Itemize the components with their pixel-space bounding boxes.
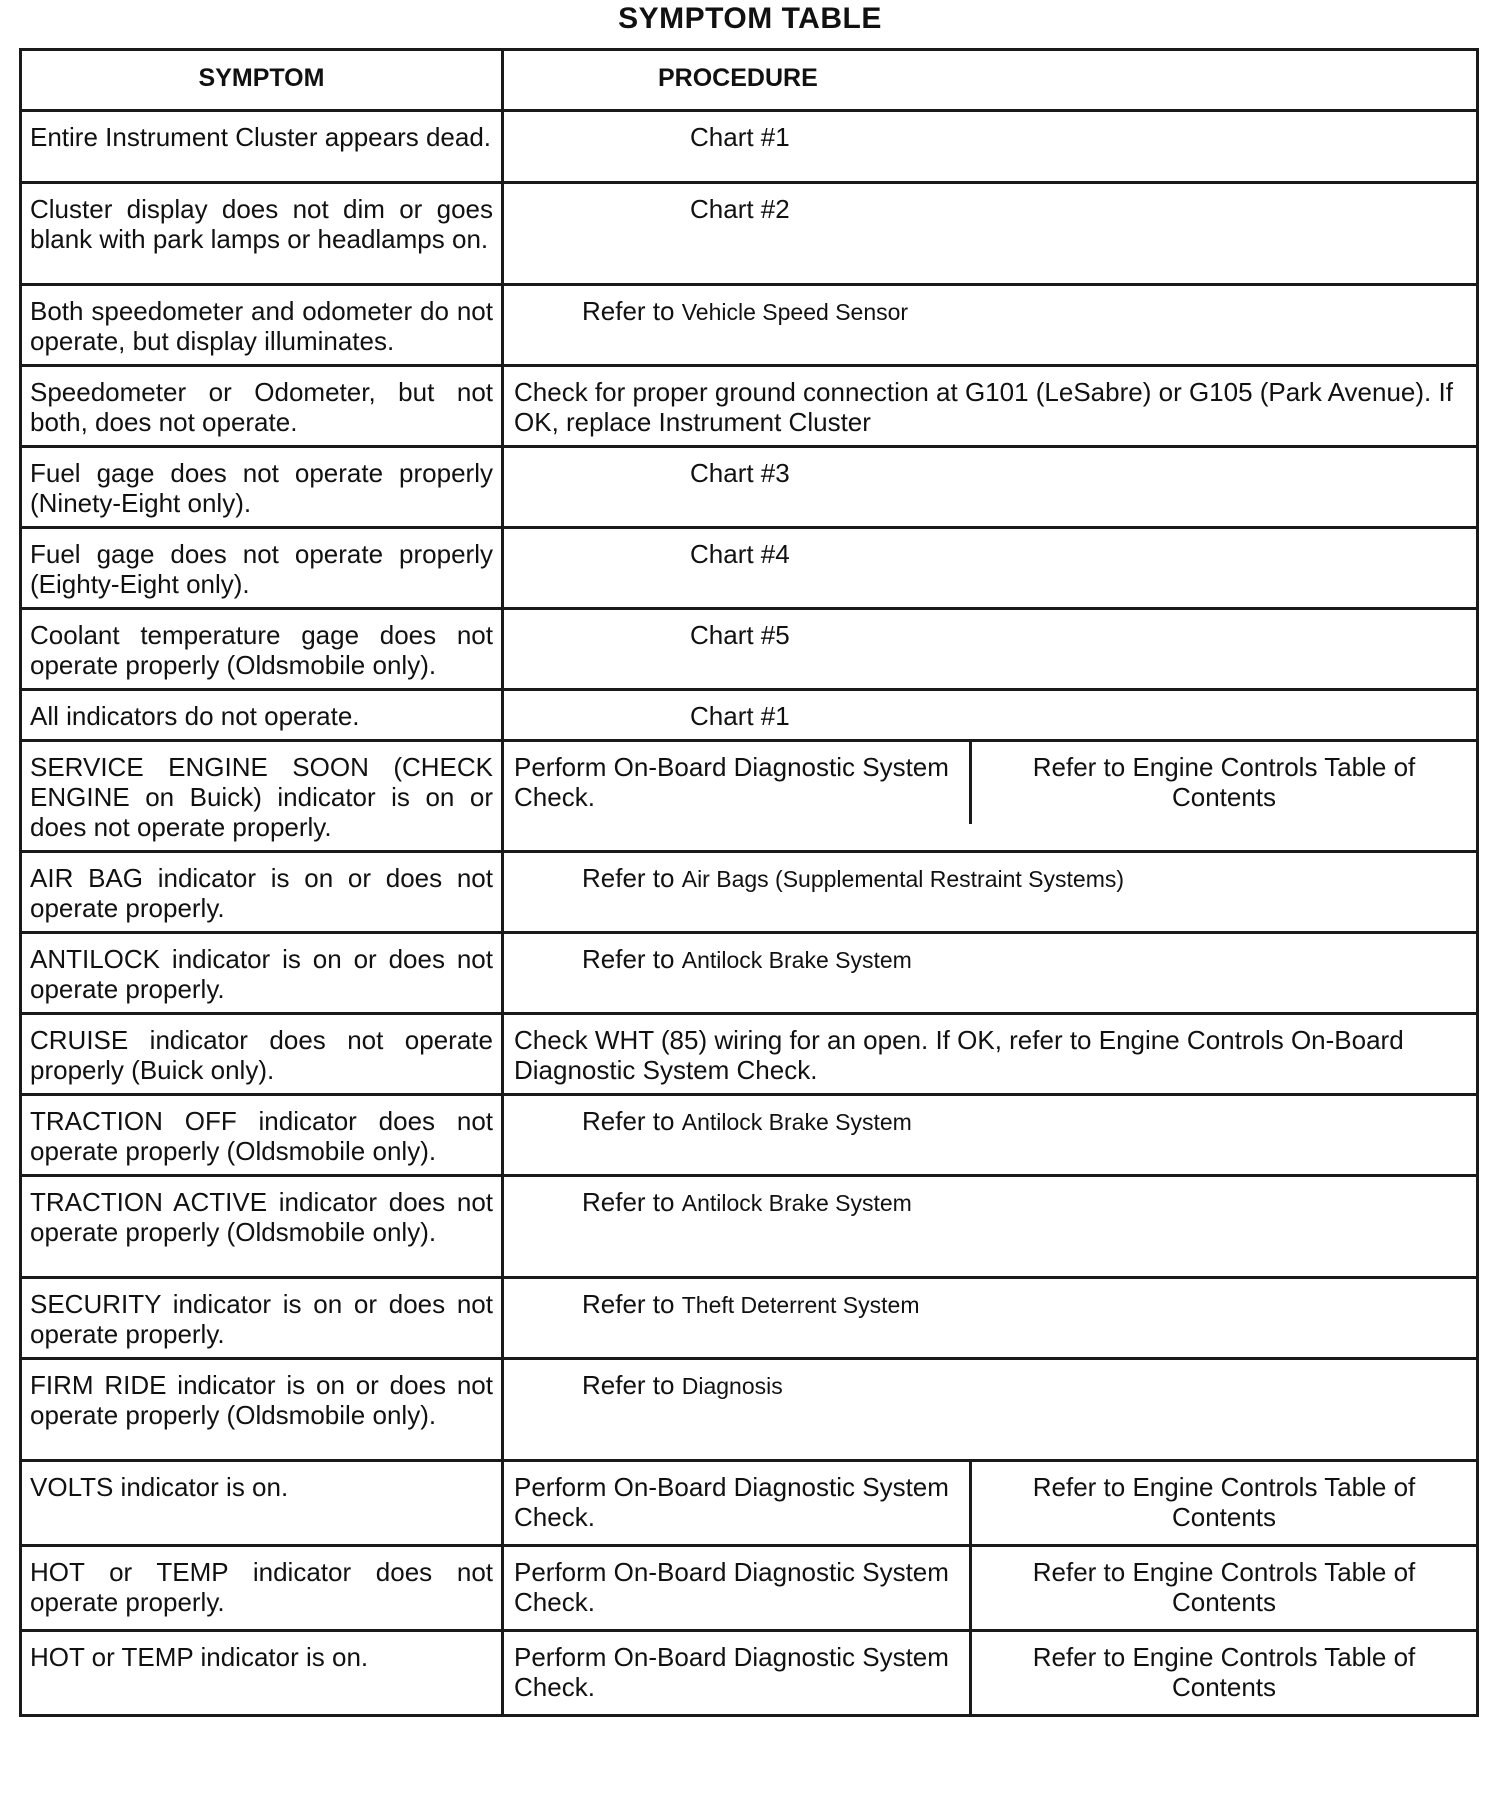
table-row: [21, 111, 1478, 183]
table-row: [21, 1631, 1478, 1716]
procedure-cell: Chart #4: [503, 528, 1478, 609]
procedure-right: Refer to Engine Controls Table of Contents: [1032, 1642, 1416, 1702]
refer-target: Diagnosis: [681, 1373, 783, 1399]
table-row: [21, 690, 1478, 741]
table-row: [21, 1546, 1478, 1631]
symptom-cell: Coolant temperature gage does not operate properly (Oldsmobile only).: [21, 609, 503, 690]
procedure-cell: Chart #5: [503, 609, 1478, 690]
table-row: [21, 933, 1478, 1014]
procedure-left: Perform On-Board Diagnostic System Check.: [504, 1632, 972, 1714]
procedure-cell: Chart #3: [503, 447, 1478, 528]
symptom-cell: TRACTION ACTIVE indicator does not operate properly (Oldsmobile only).: [21, 1176, 503, 1278]
refer-prefix: Refer to: [582, 1106, 675, 1136]
header-procedure: PROCEDURE: [503, 50, 1478, 111]
symptom-cell: SERVICE ENGINE SOON (CHECK ENGINE on Buick) indicator is on or does not operate properly.: [21, 741, 503, 852]
symptom-cell: FIRM RIDE indicator is on or does not operate properly (Oldsmobile only).: [21, 1359, 503, 1461]
header-symptom: SYMPTOM: [21, 50, 503, 111]
procedure-cell: [503, 1176, 1478, 1278]
symptom-table: [19, 48, 1479, 1717]
symptom-cell: Cluster display does not dim or goes blank with park lamps or headlamps on.: [21, 183, 503, 285]
table-row: [21, 1176, 1478, 1278]
table-row: [21, 741, 1478, 852]
table-row: [21, 1278, 1478, 1359]
refer-prefix: Refer to: [582, 1289, 675, 1319]
procedure-left: Perform On-Board Diagnostic System Check.: [504, 1462, 972, 1544]
symptom-cell: Fuel gage does not operate properly (Ninety-Eight only).: [21, 447, 503, 528]
procedure-cell: Chart #1: [503, 690, 1478, 741]
refer-prefix: Refer to: [582, 1370, 675, 1400]
procedure-cell: Chart #1: [503, 111, 1478, 183]
symptom-cell: Entire Instrument Cluster appears dead.: [21, 111, 503, 183]
refer-prefix: Refer to: [582, 863, 675, 893]
symptom-cell: CRUISE indicator does not operate properly (Buick only).: [21, 1014, 503, 1095]
procedure-cell: [503, 1546, 1478, 1631]
procedure-right: Refer to Engine Controls Table of Contents: [1032, 1557, 1416, 1617]
table-row: [21, 285, 1478, 366]
procedure-left: Perform On-Board Diagnostic System Check.: [504, 1547, 972, 1629]
refer-target: Theft Deterrent System: [681, 1292, 920, 1318]
procedure-cell: [503, 852, 1478, 933]
table-row: [21, 528, 1478, 609]
procedure-right: Refer to Engine Controls Table of Contents: [1032, 1472, 1416, 1532]
refer-prefix: Refer to: [582, 944, 675, 974]
refer-target: Antilock Brake System: [681, 1109, 912, 1135]
refer-target: Vehicle Speed Sensor: [681, 299, 909, 325]
procedure-left: Perform On-Board Diagnostic System Check.: [504, 742, 972, 824]
symptom-cell: HOT or TEMP indicator is on.: [21, 1631, 503, 1716]
procedure-cell: Check WHT (85) wiring for an open. If OK, refer to Engine Controls On-Board Diagnostic System Check.: [503, 1014, 1478, 1095]
symptom-cell: TRACTION OFF indicator does not operate properly (Oldsmobile only).: [21, 1095, 503, 1176]
refer-target: Antilock Brake System: [681, 947, 912, 973]
procedure-right: Refer to Engine Controls Table of Contents: [1032, 752, 1416, 812]
procedure-cell: [503, 1461, 1478, 1546]
table-row: [21, 609, 1478, 690]
procedure-cell: [503, 933, 1478, 1014]
symptom-cell: AIR BAG indicator is on or does not operate properly.: [21, 852, 503, 933]
procedure-cell: Chart #2: [503, 183, 1478, 285]
table-row: [21, 366, 1478, 447]
symptom-cell: ANTILOCK indicator is on or does not operate properly.: [21, 933, 503, 1014]
symptom-cell: Both speedometer and odometer do not operate, but display illuminates.: [21, 285, 503, 366]
refer-target: Air Bags (Supplemental Restraint Systems): [681, 866, 1125, 892]
table-row: [21, 1461, 1478, 1546]
refer-target: Antilock Brake System: [681, 1190, 912, 1216]
symptom-cell: Speedometer or Odometer, but not both, does not operate.: [21, 366, 503, 447]
procedure-cell: [503, 285, 1478, 366]
symptom-cell: All indicators do not operate.: [21, 690, 503, 741]
symptom-cell: HOT or TEMP indicator does not operate properly.: [21, 1546, 503, 1631]
symptom-cell: SECURITY indicator is on or does not operate properly.: [21, 1278, 503, 1359]
symptom-cell: VOLTS indicator is on.: [21, 1461, 503, 1546]
refer-prefix: Refer to: [582, 1187, 675, 1217]
table-row: [21, 1359, 1478, 1461]
procedure-cell: [503, 1278, 1478, 1359]
table-row: [21, 1014, 1478, 1095]
table-header-row: [21, 50, 1478, 111]
procedure-cell: [503, 1095, 1478, 1176]
procedure-cell: [503, 741, 1478, 852]
procedure-cell: Check for proper ground connection at G101 (LeSabre) or G105 (Park Avenue). If OK, replace Instrument Cluster: [503, 366, 1478, 447]
symptom-cell: Fuel gage does not operate properly (Eighty-Eight only).: [21, 528, 503, 609]
procedure-cell: [503, 1631, 1478, 1716]
refer-prefix: Refer to: [582, 296, 675, 326]
page-title: SYMPTOM TABLE: [618, 2, 882, 35]
table-row: [21, 852, 1478, 933]
procedure-cell: [503, 1359, 1478, 1461]
table-row: [21, 1095, 1478, 1176]
table-row: [21, 447, 1478, 528]
table-row: [21, 183, 1478, 285]
